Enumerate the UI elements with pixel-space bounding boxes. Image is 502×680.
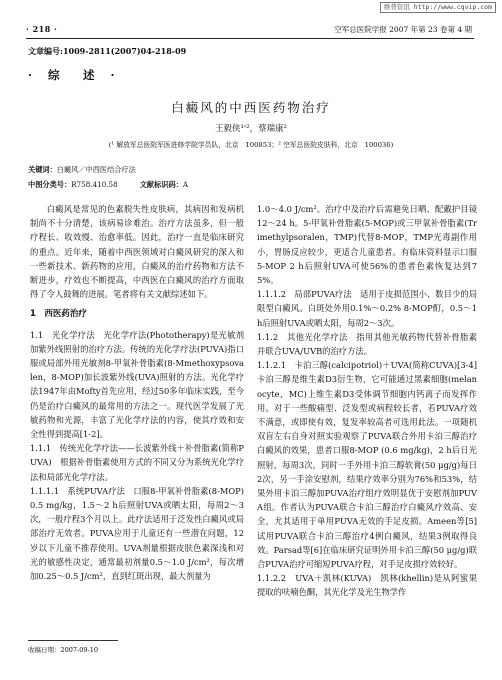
clc-label: 中图分类号： bbox=[28, 180, 72, 189]
header-rule bbox=[26, 38, 474, 39]
section-title: · 综 述 · bbox=[28, 68, 121, 82]
keywords bbox=[28, 165, 136, 175]
footnote-rule bbox=[28, 640, 118, 641]
body-paragraph: 1.1.1.2 局部PUVA疗法 适用于皮损范围小、数目少的局限型白癜风。白斑处外用0.1%～0.2% 8-MOP酊，0.5～1 h后照射UVA或晒太阳，每周2～3次。 bbox=[257, 289, 477, 328]
paper-title: 白癜风的中西医药物治疗 bbox=[171, 100, 331, 115]
keywords-value: 白癜风／中西医结合疗法 bbox=[56, 165, 136, 174]
keywords-label: 关键词： bbox=[28, 165, 57, 174]
journal-running-header: 空军总医院学报 2007 年第 23 卷第 4 期 bbox=[334, 25, 472, 34]
classification bbox=[28, 180, 188, 190]
watermark-banner: 维普资讯 http://www.cqvip.com bbox=[380, 2, 496, 13]
body-paragraph: 1.1.2.2 UVA＋凯林(KUVA) 凯林(khellin)是从阿蜜果提取的呋喃色酮，其光化学及光生物学作 bbox=[257, 573, 477, 598]
authors: 王毅侠¹'²，蔡瑞康² bbox=[214, 124, 288, 134]
affiliations: (¹ 解放军总医院军医进修学院学员队，北京 100853；² 空军总医院皮肤科，北京 100036) bbox=[108, 141, 394, 149]
body-paragraph: 1.1.2 其他光化学疗法 指用其他光敏药物代替补骨脂素并联合UVA/UVB的治疗方法。 bbox=[257, 331, 477, 357]
body-paragraph: 1.1.1.1 系统PUVA疗法 口服8-甲氧补骨脂素(8-MOP)0.5 mg/kg，1.5～2 h后照射UVA或晒太阳，每周2～3次，一般疗程3个月以上。此疗法适用于泛发性白癜风或局部治疗无效者。PUVA应用于儿童还有一些潜在问题，12岁以下儿童不推荐使用。UVA剂量根据皮肤色素深浅和对光的敏感性决定，通常最初剂量0.5～1.0 J/cm²，每次增加0.25～0.5 J/cm²，直到红斑出现，最大剂量为 bbox=[30, 485, 244, 582]
intro-paragraph: 白癜风是常见的色素脱失性皮肤病，其病因和发病机制尚不十分清楚，该病易诊难治。治疗方法虽多，但一般疗程长、收效慢、治愈率低。因此，治疗一直是临床研究的重点。近年来，随着中西医领域对白癜风研究的深入和一些新技术、新药物的应用，白癜风的治疗药物和方法不断进步，疗效也不断提高，中西医在白癜风的治疗方面取得了令人鼓舞的进展。笔者将有关文献综述如下。 bbox=[30, 204, 244, 300]
body-paragraph: 1.1.1 传统光化学疗法——长波紫外线＋补骨脂素(简称PUVA) 根据补骨脂素使用方式的不同又分为系统光化学疗法和局部光化学疗法。 bbox=[30, 443, 244, 482]
body-paragraph: 1.0～4.0 J/cm²。治疗中及治疗后需避免日晒、配戴护目镜12～24 h。5-甲氧补骨脂素(5-MOP)或三甲氧补骨脂素(Trimethylpsoralen，TMP)代替8-MOP，TMP光毒副作用小，胃肠反应较少，更适合儿童患者。有临床资料显示口服5-MOP 2 h后照射UVA可使56%的患者色素恢复达到75%。 bbox=[257, 204, 477, 286]
clc-value: R758.410.58 bbox=[71, 180, 118, 189]
doc-code-label: 文献标识码： bbox=[139, 180, 183, 189]
received-date: 收稿日期：2007-09-10 bbox=[28, 646, 98, 654]
page-number: · 218 · bbox=[26, 24, 58, 34]
body-paragraph: 1.1 光化学疗法 光化学疗法(Phototherapy)是光敏剂加紫外线照射的治疗方法。传统的光化学疗法(PUVA)指口服或局部外用光敏剂8-甲氧补骨脂素(8-Mmethoxypsovalen，8-MOP)加长波紫外线(UVA)照射的方法。光化学疗法1947年由Mofty首先应用，经过50多年临床实践，至今仍是治疗白癜风的最常用的方法之一。现代医学发展了光敏药物和光源，丰富了光化学疗法的内容，使其疗效和安全性得到提高[1-2]。 bbox=[30, 329, 244, 440]
left-column bbox=[30, 202, 244, 583]
article-number: 文章编号:1009-2811(2007)04-218-09 bbox=[28, 46, 187, 56]
section-heading: 1 西医药治疗 bbox=[30, 309, 87, 320]
doc-code-value: A bbox=[182, 180, 189, 189]
body-paragraph: 1.1.2.1 卡泊三醇(calcipotriol)＋UVA(简称CUVA)[3-4] 卡泊三醇是维生素D3衍生物，它可能通过黑素细胞(melanocyte，MC)上维生素D3受体调节细胞内钙离子而发挥作用。对于一些酸痛型、泛发型或病程较长者，若PUVA疗效不满意，或即使有效，复发率较高者可选用此法。一项随机双盲左右自身对照实验观察了PUVA联合外用卡泊三醇治疗白癜风的效果，患者口服8-MOP (0.6 mg/kg)，2 h后日光照射，每周3次，同时一手外用卡泊三醇软膏(50 μg/g)每日2次，另一手涂安慰剂，结果疗效率分别为76%和53%，结果外用卡泊三醇加PUVA治疗组疗效明显优于安慰剂加PUVA组。作者认为PUVA联合卡泊三醇治疗白癜风疗效高、安全，尤其适用于单用PUVA无效的手足皮损。Ameen等[5]试用PUVA联合卡泊三醇治疗4例白癜风，结果3例取得良效。Parsad等[6]在临床研究证明外用卡泊三醇(50 μg/g)联合PUVA治疗可缩短PUVA疗程，对手足皮损疗效较好。 bbox=[257, 360, 486, 570]
right-column bbox=[257, 202, 486, 600]
